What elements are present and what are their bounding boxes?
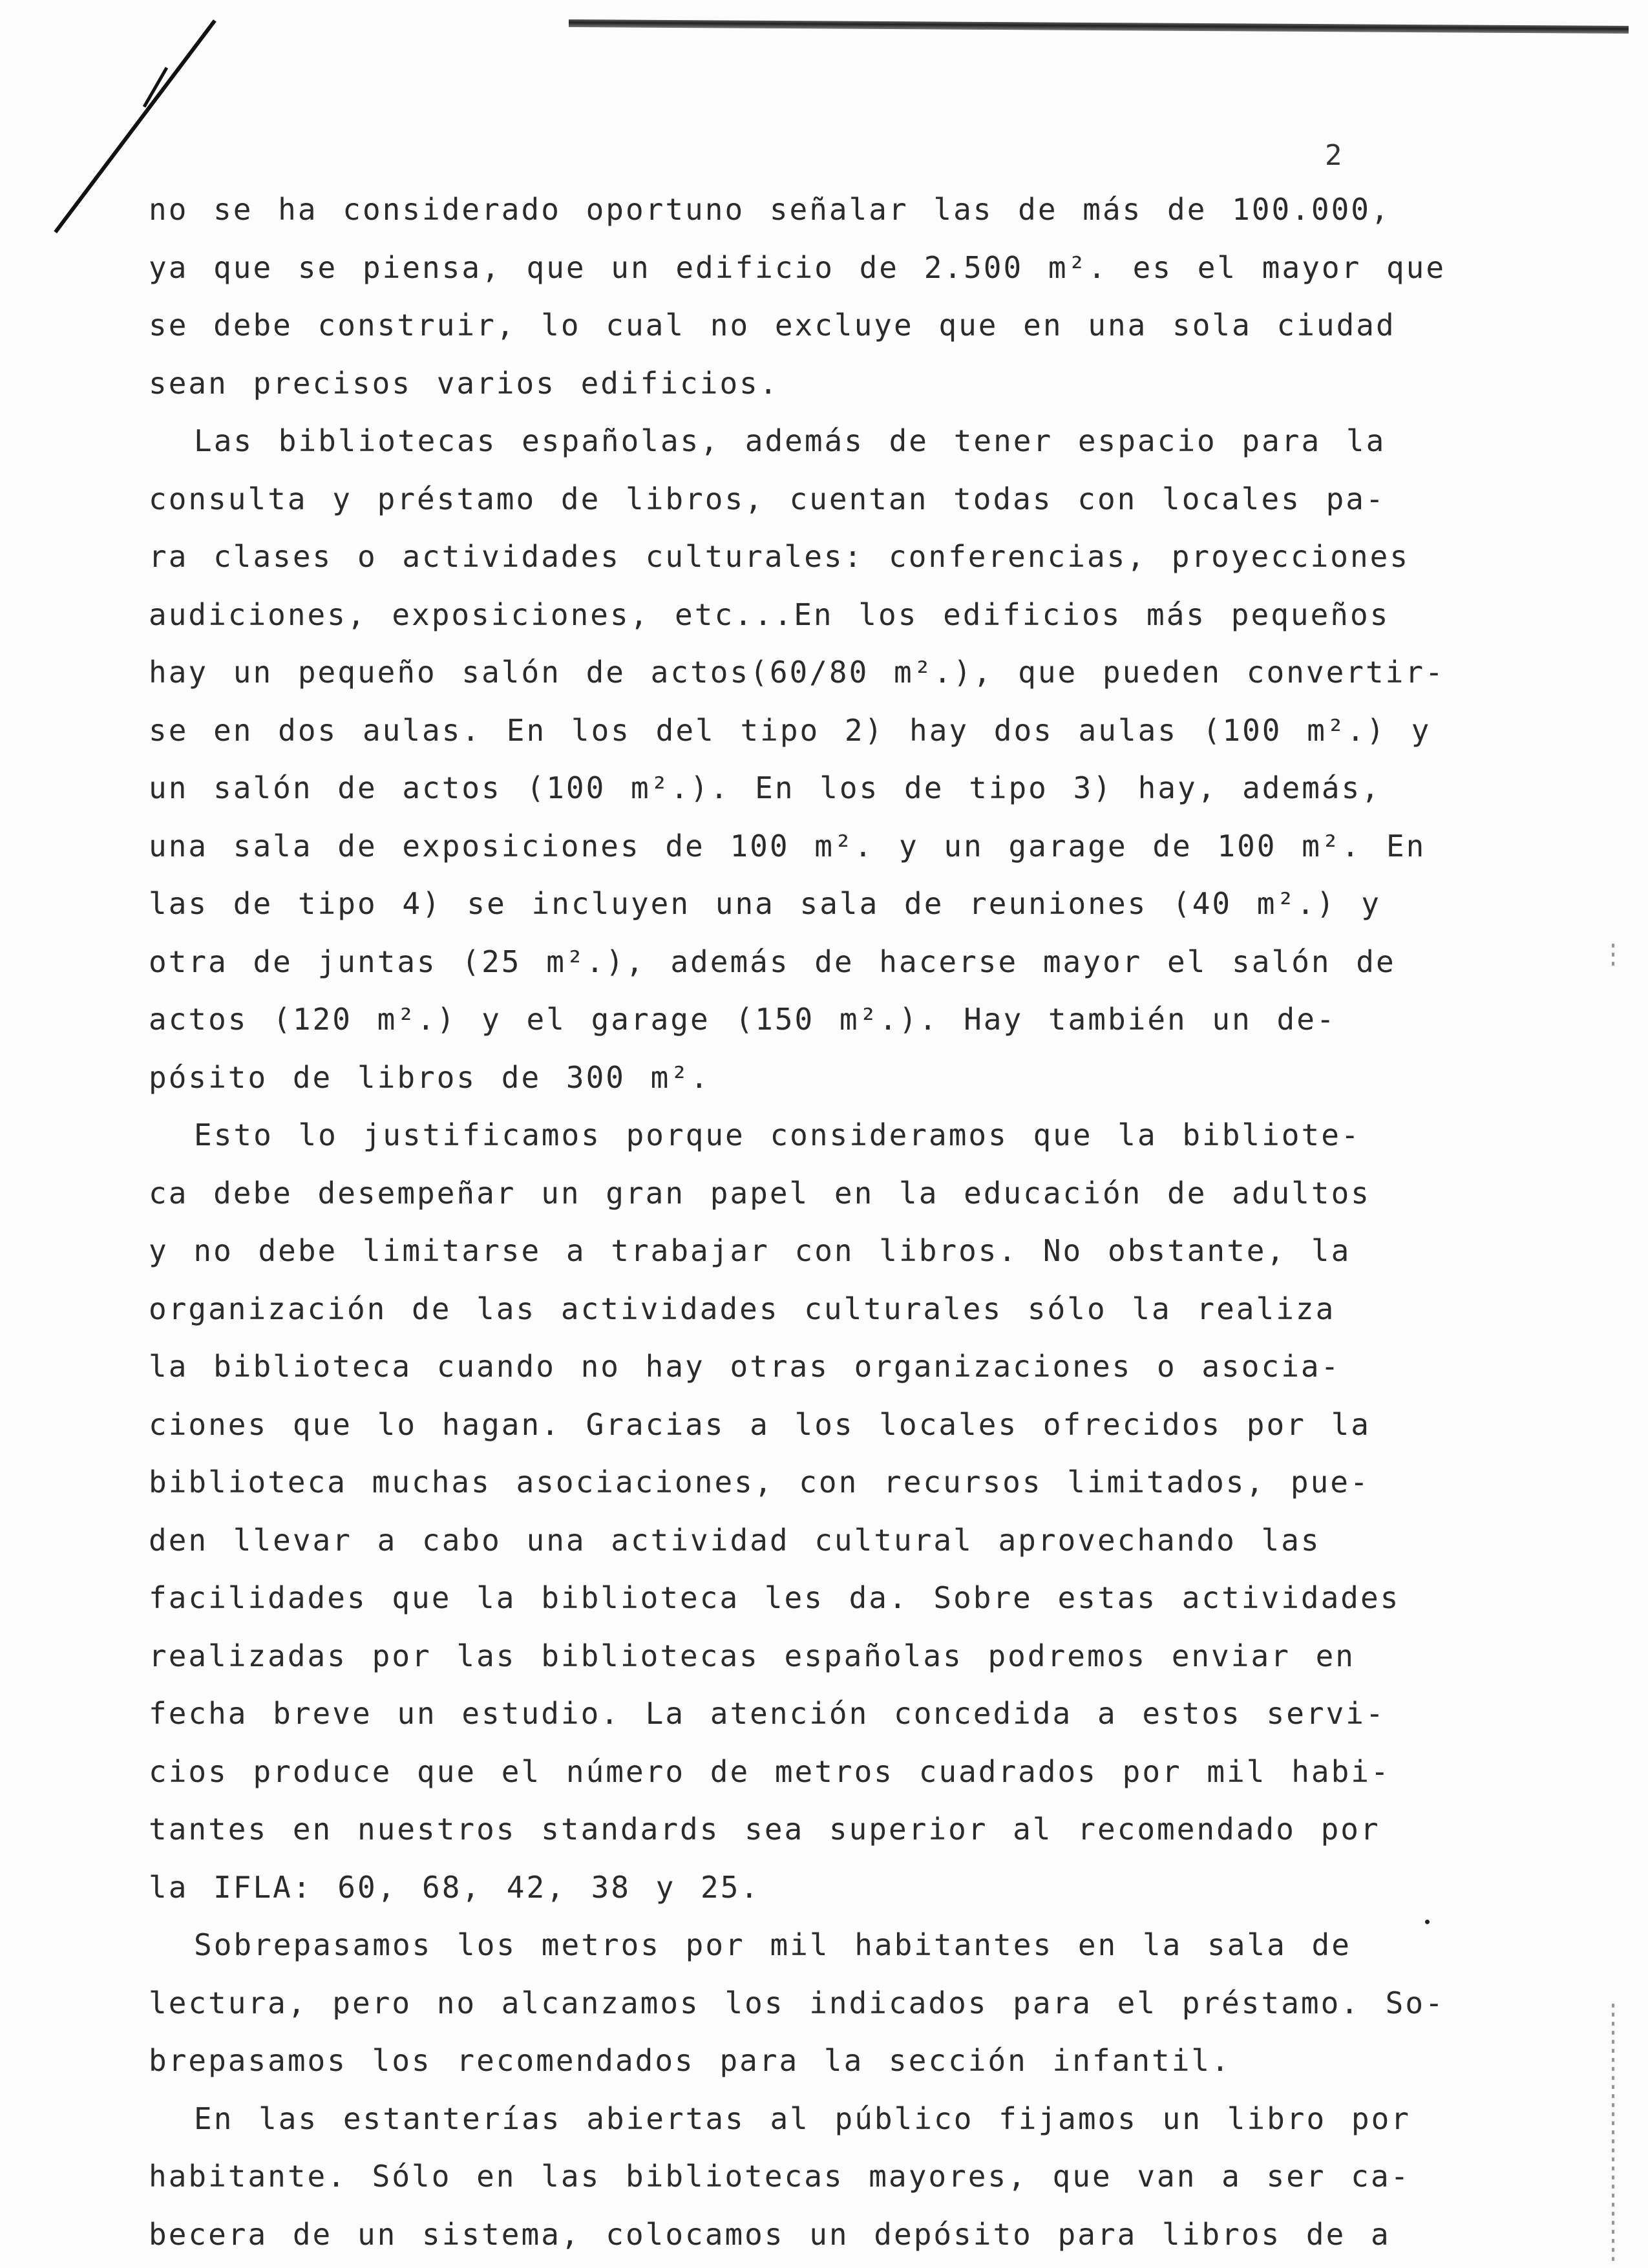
text-line: sean precisos varios edificios. <box>149 365 779 401</box>
text-line: consulta y préstamo de libros, cuentan todas con locales pa- <box>149 481 1386 516</box>
text-line: audiciones, exposiciones, etc...En los edificios más pequeños <box>149 597 1390 632</box>
text-line: tantes en nuestros standards sea superior al recomendado por <box>149 1812 1380 1847</box>
text-line: la biblioteca cuando no hay otras organizaciones o asocia- <box>149 1349 1341 1384</box>
text-line: den llevar a cabo una actividad cultural aprovechando las <box>149 1522 1321 1558</box>
paragraph-start-line: Sobrepasamos los metros por mil habitantes en la sala de <box>194 1927 1351 1962</box>
text-line: biblioteca muchas asociaciones, con recursos limitados, pue- <box>149 1465 1370 1500</box>
text-line: hay un pequeño salón de actos(60/80 m².), que pueden convertir- <box>149 655 1445 690</box>
text-line: no se ha considerado oportuno señalar las de más de 100.000, <box>149 192 1391 227</box>
text-line: ca debe desempeñar un gran papel en la educación de adultos <box>149 1175 1371 1211</box>
typewritten-body <box>149 181 1590 2263</box>
text-line: las de tipo 4) se incluyen una sala de reuniones (40 m².) y <box>149 886 1381 921</box>
text-line: pósito de libros de 300 m². <box>149 1059 710 1095</box>
paragraph-start-line: Esto lo justificamos porque consideramos que la bibliote- <box>194 1118 1361 1152</box>
text-line: fecha breve un estudio. La atención concedida a estos servi- <box>149 1696 1386 1731</box>
text-line: y no debe limitarse a trabajar con libros. No obstante, la <box>149 1233 1351 1268</box>
text-line: la IFLA: 60, 68, 42, 38 y 25. <box>149 1869 761 1905</box>
text-line: otra de juntas (25 m².), además de hacerse mayor el salón de <box>149 944 1396 979</box>
text-line: cios produce que el número de metros cuadrados por mil habi- <box>149 1754 1391 1789</box>
text-line: se debe construir, lo cual no excluye que en una sola ciudad <box>149 308 1396 343</box>
paragraph-start-line: En las estanterías abiertas al público fijamos un libro por <box>194 2101 1411 2136</box>
text-line: becera de un sistema, colocamos un depósito para libros de a <box>149 2216 1391 2252</box>
text-line: organización de las actividades culturales sólo la realiza <box>149 1291 1336 1326</box>
text-line: brepasamos los recomendados para la sección infantil. <box>149 2043 1231 2078</box>
scan-edge-rule <box>569 19 1629 34</box>
scan-edge-mark <box>1612 2004 1614 2262</box>
scan-edge-mark <box>1612 944 1614 970</box>
text-line: un salón de actos (100 m².). En los de tipo 3) hay, además, <box>149 770 1381 805</box>
text-line: ya que se piensa, que un edificio de 2.500 m². es el mayor que <box>149 249 1446 285</box>
text-line: realizadas por las bibliotecas españolas podremos enviar en <box>149 1638 1355 1673</box>
text-line: ciones que lo hagan. Gracias a los locales ofrecidos por la <box>149 1406 1371 1442</box>
paragraph-start-line: Las bibliotecas españolas, además de tener espacio para la <box>194 423 1386 458</box>
text-line: actos (120 m².) y el garage (150 m².). Hay también un de- <box>149 1002 1336 1037</box>
page-number: 2 <box>1325 139 1342 172</box>
text-line: habitante. Sólo en las bibliotecas mayores, que van a ser ca- <box>149 2159 1411 2194</box>
text-line: lectura, pero no alcanzamos los indicados para el préstamo. So- <box>149 1985 1445 2020</box>
text-line: una sala de exposiciones de 100 m². y un garage de 100 m². En <box>149 828 1426 864</box>
text-line: se en dos aulas. En los del tipo 2) hay dos aulas (100 m².) y <box>149 712 1431 748</box>
text-line: facilidades que la biblioteca les da. Sobre estas actividades <box>149 1580 1400 1615</box>
text-line: ra clases o actividades culturales: conferencias, proyecciones <box>149 539 1410 574</box>
